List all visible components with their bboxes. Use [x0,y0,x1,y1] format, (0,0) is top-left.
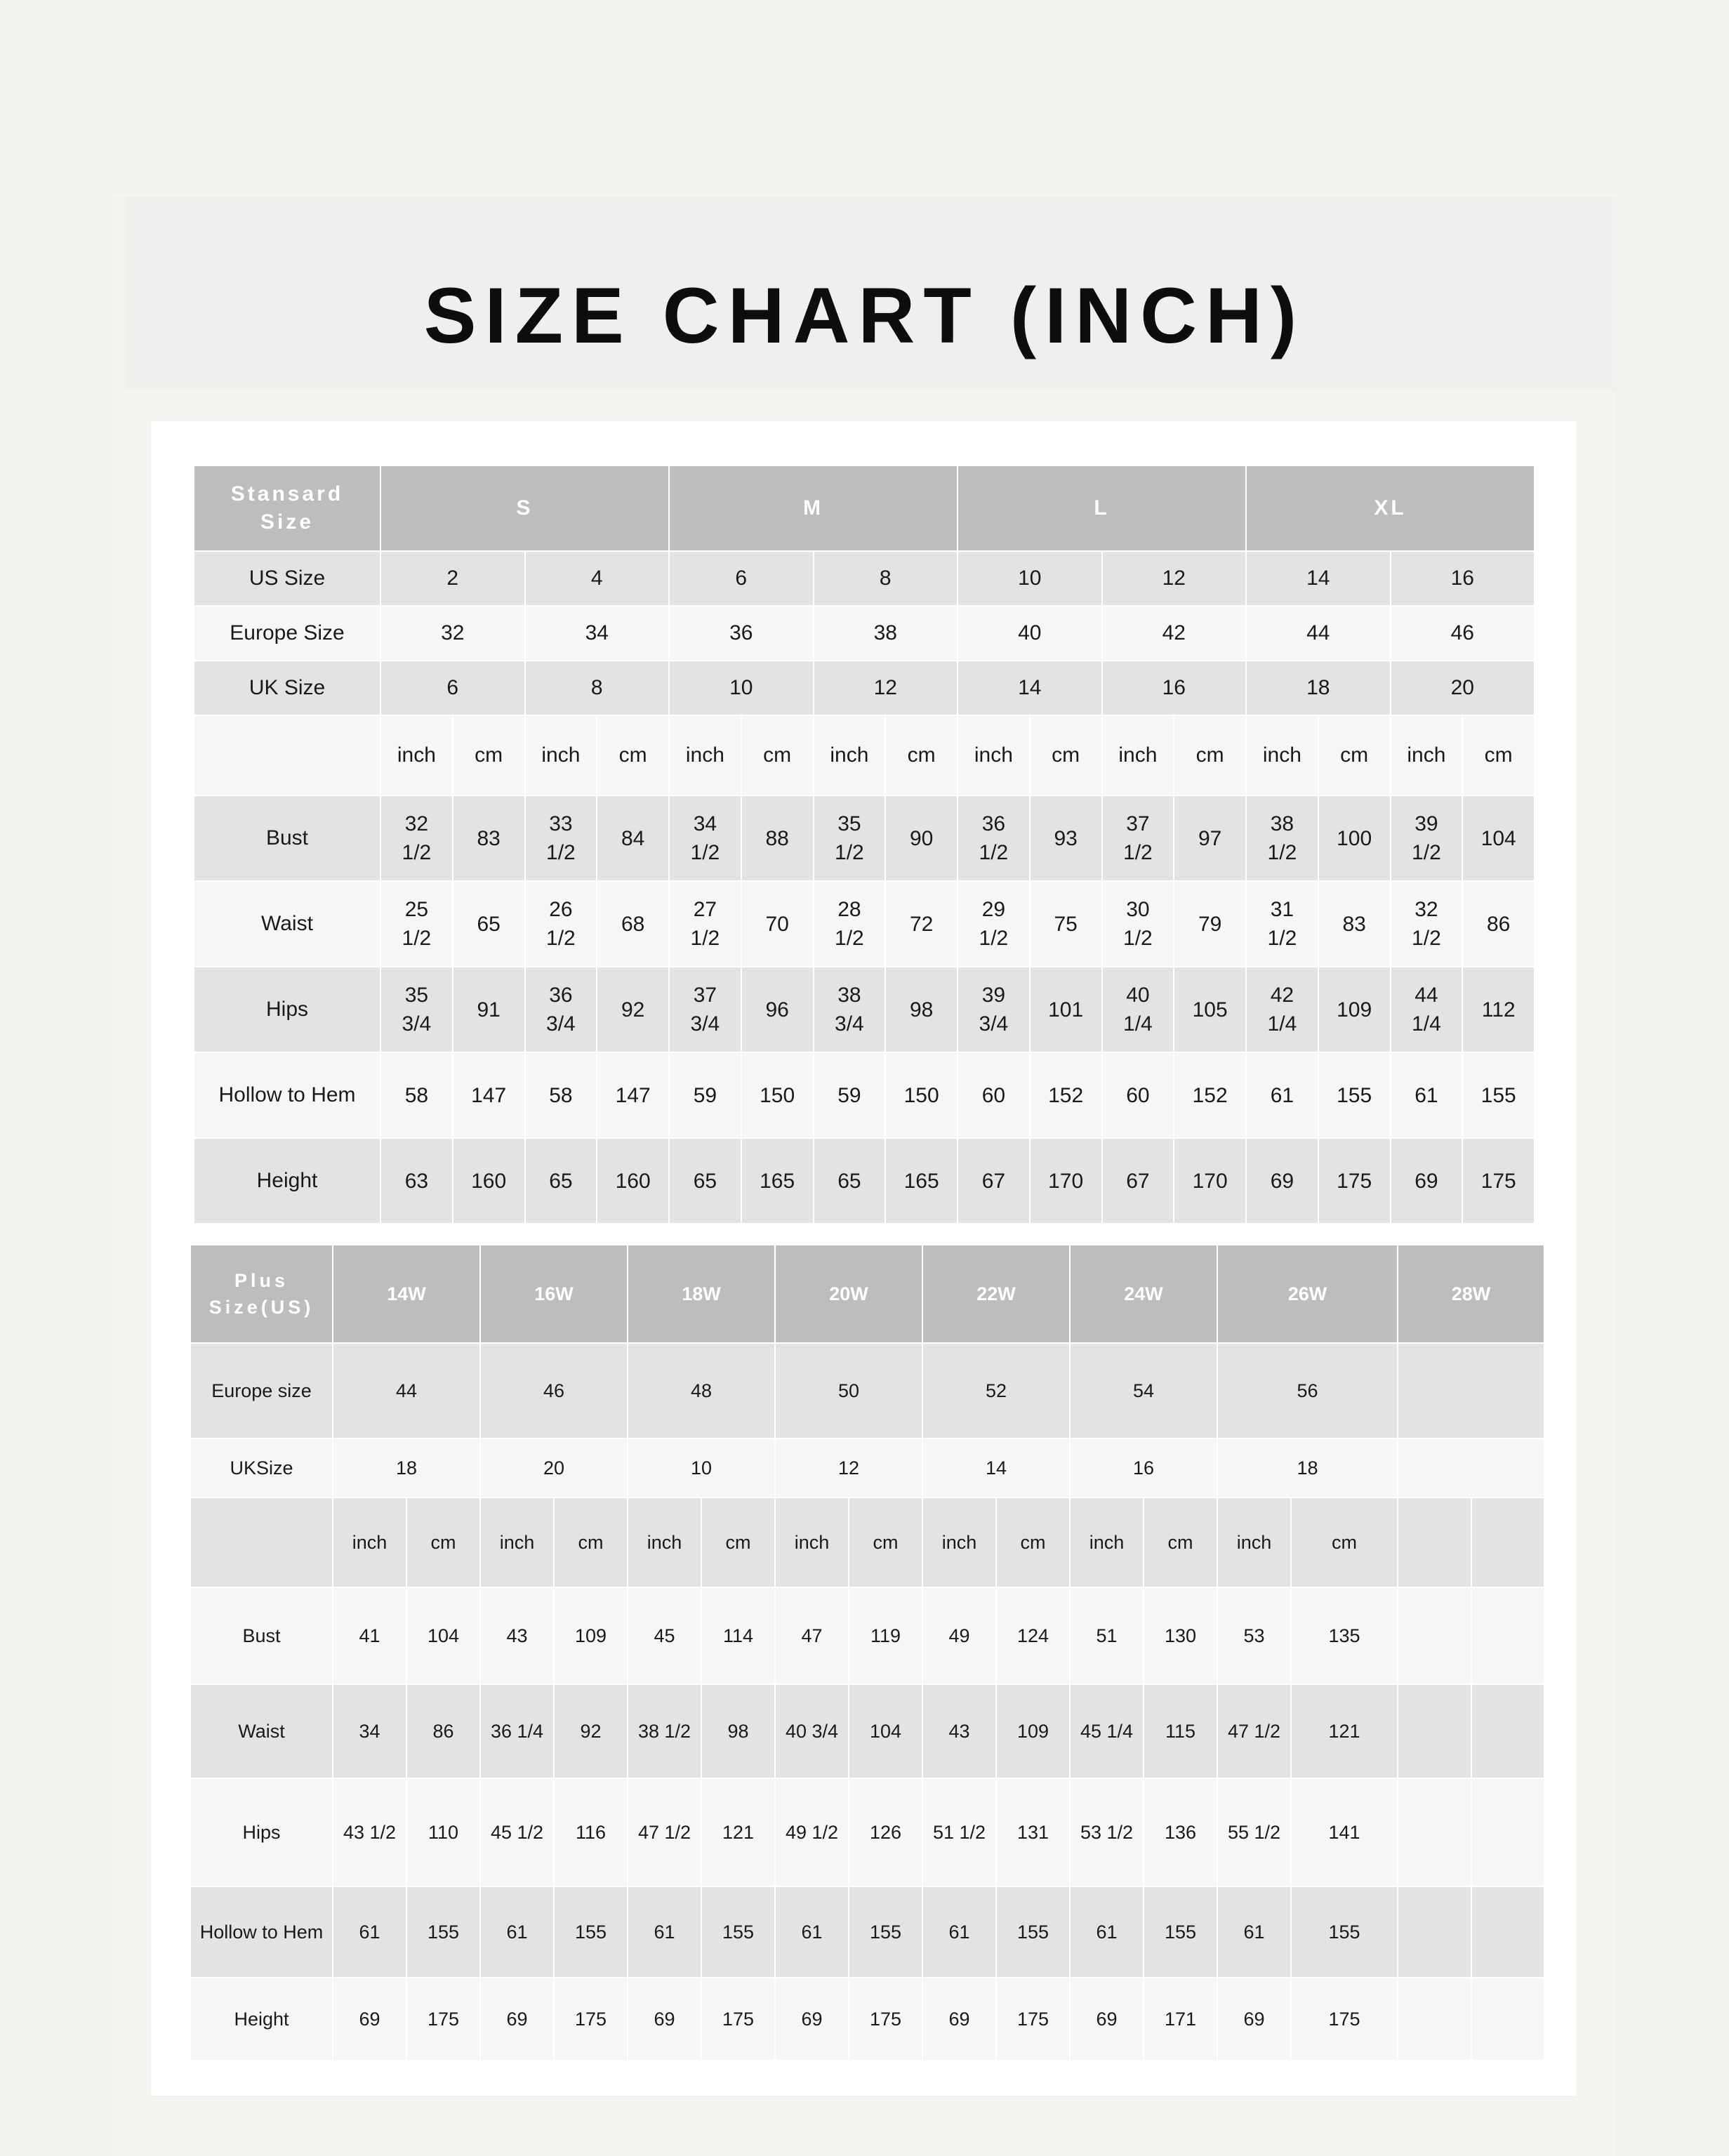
plus-hollow-to-hem-value: 61 [480,1886,554,1978]
plus-unit-row-label [190,1497,333,1587]
standard-header-row [194,465,1535,551]
plus-waist-value [1398,1684,1471,1778]
plus-waist-value: 115 [1144,1684,1217,1778]
height-value: 65 [669,1138,741,1224]
plus-bust-value [1398,1587,1471,1684]
plus-uk-size-row [190,1439,1544,1497]
plus-height-value: 175 [554,1978,628,2061]
plus-size-16w: 16W [480,1245,628,1343]
plus-europe-size-value [1398,1343,1544,1439]
plus-height-value: 69 [775,1978,849,2061]
waist-value: 25 1/2 [380,881,453,967]
height-value: 65 [525,1138,597,1224]
plus-europe-size-row [190,1343,1544,1439]
unit-cm: cm [1174,715,1246,795]
bust-value: 104 [1462,795,1535,881]
europe-size-value: 46 [1391,606,1535,661]
hollow-to-hem-value: 58 [380,1052,453,1138]
plus-height-value: 171 [1144,1978,1217,2061]
waist-value: 83 [1318,881,1391,967]
unit-cm: cm [1462,715,1535,795]
plus-hollow-to-hem-value [1471,1886,1544,1978]
unit-cm: cm [1318,715,1391,795]
bust-label: Bust [194,795,380,881]
hips-value: 37 3/4 [669,967,741,1052]
height-value: 67 [1102,1138,1174,1224]
height-value: 165 [885,1138,958,1224]
plus-height-label: Height [190,1978,333,2061]
unit-inch: inch [380,715,453,795]
us-size-value: 8 [814,551,958,606]
hips-value: 112 [1462,967,1535,1052]
hips-value: 35 3/4 [380,967,453,1052]
uk-size-value: 10 [669,661,814,715]
standard-size-table [193,465,1535,1224]
plus-waist-value: 47 1/2 [1217,1684,1291,1778]
hollow-to-hem-value: 61 [1391,1052,1463,1138]
hollow-to-hem-value: 150 [885,1052,958,1138]
plus-hollow-to-hem-value: 61 [922,1886,996,1978]
plus-waist-value: 45 1/4 [1070,1684,1144,1778]
unit-inch: inch [1070,1497,1144,1587]
page-title: SIZE CHART (INCH) [423,272,1306,359]
us-size-value: 2 [380,551,525,606]
plus-uk-size-value: 10 [628,1439,775,1497]
plus-hollow-to-hem-value: 61 [775,1886,849,1978]
hips-value: 98 [885,967,958,1052]
uk-size-value: 12 [814,661,958,715]
plus-hollow-to-hem-value: 155 [1144,1886,1217,1978]
hollow-to-hem-value: 61 [1246,1052,1318,1138]
plus-hips-value [1471,1778,1544,1886]
plus-hips-value: 49 1/2 [775,1778,849,1886]
size-group-m: M [669,465,958,551]
size-group-xl: XL [1246,465,1535,551]
uk-size-label: UK Size [194,661,380,715]
plus-height-value: 175 [406,1978,480,2061]
waist-value: 72 [885,881,958,967]
plus-uk-size-value [1398,1439,1544,1497]
plus-hollow-to-hem-row [190,1886,1544,1978]
plus-bust-value: 104 [406,1587,480,1684]
plus-hips-value: 45 1/2 [480,1778,554,1886]
plus-hips-value: 43 1/2 [333,1778,406,1886]
bust-value: 36 1/2 [958,795,1030,881]
waist-value: 68 [597,881,669,967]
unit-row-label [194,715,380,795]
plus-hollow-to-hem-value: 155 [406,1886,480,1978]
europe-size-value: 32 [380,606,525,661]
waist-value: 65 [453,881,525,967]
plus-header-row [190,1245,1544,1343]
unit-cm: cm [1291,1497,1398,1587]
us-size-value: 4 [525,551,670,606]
hips-value: 36 3/4 [525,967,597,1052]
size-chart-card [151,421,1576,2096]
height-row [194,1138,1535,1224]
us-size-row [194,551,1535,606]
hips-value: 39 3/4 [958,967,1030,1052]
plus-height-value: 175 [849,1978,922,2061]
plus-hips-value: 121 [701,1778,775,1886]
bust-value: 32 1/2 [380,795,453,881]
plus-size-28w: 28W [1398,1245,1544,1343]
bust-value: 34 1/2 [669,795,741,881]
bust-value: 88 [741,795,814,881]
hips-value: 96 [741,967,814,1052]
plus-bust-value: 51 [1070,1587,1144,1684]
hollow-to-hem-row [194,1052,1535,1138]
bust-value: 93 [1030,795,1102,881]
plus-uk-size-value: 20 [480,1439,628,1497]
height-value: 165 [741,1138,814,1224]
unit-cm: cm [701,1497,775,1587]
plus-waist-label: Waist [190,1684,333,1778]
waist-value: 30 1/2 [1102,881,1174,967]
plus-bust-value: 45 [628,1587,701,1684]
plus-size-18w: 18W [628,1245,775,1343]
hips-value: 105 [1174,967,1246,1052]
plus-waist-row [190,1684,1544,1778]
plus-hips-value: 47 1/2 [628,1778,701,1886]
plus-uk-size-value: 18 [1217,1439,1398,1497]
us-size-value: 6 [669,551,814,606]
waist-value: 27 1/2 [669,881,741,967]
hollow-to-hem-label: Hollow to Hem [194,1052,380,1138]
unit-inch: inch [958,715,1030,795]
plus-hips-value [1398,1778,1471,1886]
plus-uk-size-value: 14 [922,1439,1070,1497]
bust-value: 90 [885,795,958,881]
plus-waist-value: 36 1/4 [480,1684,554,1778]
standard-header-label: Stansard Size [194,465,380,551]
plus-bust-value: 130 [1144,1587,1217,1684]
size-group-l: L [958,465,1246,551]
plus-hollow-to-hem-value: 61 [333,1886,406,1978]
us-size-value: 16 [1391,551,1535,606]
plus-size-22w: 22W [922,1245,1070,1343]
plus-size-table [190,1244,1545,2061]
plus-hips-value: 136 [1144,1778,1217,1886]
plus-bust-value: 119 [849,1587,922,1684]
uk-size-value: 18 [1246,661,1391,715]
europe-size-row [194,606,1535,661]
plus-hips-row [190,1778,1544,1886]
plus-hollow-to-hem-value: 155 [1291,1886,1398,1978]
unit-inch: inch [922,1497,996,1587]
plus-europe-size-value: 48 [628,1343,775,1439]
plus-bust-value: 41 [333,1587,406,1684]
height-value: 170 [1030,1138,1102,1224]
plus-hollow-to-hem-value: 155 [701,1886,775,1978]
height-value: 69 [1391,1138,1463,1224]
bust-value: 84 [597,795,669,881]
plus-height-value: 175 [996,1978,1070,2061]
plus-hips-value: 131 [996,1778,1070,1886]
unit-row [194,715,1535,795]
height-value: 65 [814,1138,886,1224]
plus-hips-value: 126 [849,1778,922,1886]
unit-blank [1471,1497,1544,1587]
plus-height-value: 69 [1217,1978,1291,2061]
plus-bust-value: 49 [922,1587,996,1684]
plus-bust-value [1471,1587,1544,1684]
plus-bust-value: 109 [554,1587,628,1684]
europe-size-value: 36 [669,606,814,661]
europe-size-value: 34 [525,606,670,661]
unit-blank [1398,1497,1471,1587]
unit-inch: inch [525,715,597,795]
plus-bust-value: 53 [1217,1587,1291,1684]
unit-inch: inch [814,715,886,795]
plus-waist-value: 121 [1291,1684,1398,1778]
plus-bust-row [190,1587,1544,1684]
plus-bust-value: 124 [996,1587,1070,1684]
hips-value: 44 1/4 [1391,967,1463,1052]
unit-inch: inch [1246,715,1318,795]
unit-inch: inch [1391,715,1463,795]
hips-value: 38 3/4 [814,967,886,1052]
plus-bust-label: Bust [190,1587,333,1684]
hollow-to-hem-value: 59 [669,1052,741,1138]
unit-cm: cm [1144,1497,1217,1587]
europe-size-value: 40 [958,606,1102,661]
uk-size-value: 6 [380,661,525,715]
hips-row [194,967,1535,1052]
plus-hips-value: 141 [1291,1778,1398,1886]
plus-uk-size-value: 16 [1070,1439,1217,1497]
plus-header-label: Plus Size(US) [190,1245,333,1343]
hollow-to-hem-value: 150 [741,1052,814,1138]
unit-inch: inch [628,1497,701,1587]
hollow-to-hem-value: 58 [525,1052,597,1138]
bust-value: 35 1/2 [814,795,886,881]
unit-inch: inch [1217,1497,1291,1587]
hips-value: 91 [453,967,525,1052]
unit-cm: cm [406,1497,480,1587]
hollow-to-hem-value: 59 [814,1052,886,1138]
plus-hollow-to-hem-value: 61 [1217,1886,1291,1978]
plus-europe-size-label: Europe size [190,1343,333,1439]
plus-waist-value: 34 [333,1684,406,1778]
waist-value: 86 [1462,881,1535,967]
hollow-to-hem-value: 155 [1462,1052,1535,1138]
hips-value: 101 [1030,967,1102,1052]
uk-size-value: 16 [1102,661,1247,715]
plus-bust-value: 135 [1291,1587,1398,1684]
plus-size-26w: 26W [1217,1245,1398,1343]
unit-cm: cm [597,715,669,795]
europe-size-value: 38 [814,606,958,661]
unit-inch: inch [333,1497,406,1587]
plus-height-value: 175 [1291,1978,1398,2061]
us-size-value: 10 [958,551,1102,606]
unit-cm: cm [741,715,814,795]
plus-unit-row [190,1497,1544,1587]
hips-value: 109 [1318,967,1391,1052]
plus-waist-value: 38 1/2 [628,1684,701,1778]
plus-hollow-to-hem-label: Hollow to Hem [190,1886,333,1978]
waist-value: 26 1/2 [525,881,597,967]
unit-inch: inch [775,1497,849,1587]
plus-size-24w: 24W [1070,1245,1217,1343]
hollow-to-hem-value: 152 [1030,1052,1102,1138]
plus-uk-size-value: 12 [775,1439,922,1497]
height-value: 67 [958,1138,1030,1224]
plus-height-value: 69 [480,1978,554,2061]
bust-value: 83 [453,795,525,881]
unit-inch: inch [669,715,741,795]
size-group-s: S [380,465,669,551]
plus-height-value [1398,1978,1471,2061]
uk-size-value: 14 [958,661,1102,715]
height-value: 175 [1318,1138,1391,1224]
waist-value: 32 1/2 [1391,881,1463,967]
plus-height-value: 69 [333,1978,406,2061]
hollow-to-hem-value: 147 [453,1052,525,1138]
plus-waist-value: 92 [554,1684,628,1778]
waist-value: 31 1/2 [1246,881,1318,967]
hollow-to-hem-value: 60 [958,1052,1030,1138]
unit-cm: cm [996,1497,1070,1587]
plus-height-row [190,1978,1544,2061]
unit-cm: cm [1030,715,1102,795]
plus-hips-value: 110 [406,1778,480,1886]
waist-value: 75 [1030,881,1102,967]
plus-waist-value: 104 [849,1684,922,1778]
height-label: Height [194,1138,380,1224]
plus-europe-size-value: 44 [333,1343,480,1439]
plus-hollow-to-hem-value: 155 [849,1886,922,1978]
hollow-to-hem-value: 155 [1318,1052,1391,1138]
height-value: 160 [597,1138,669,1224]
unit-cm: cm [849,1497,922,1587]
bust-value: 39 1/2 [1391,795,1463,881]
plus-hollow-to-hem-value: 155 [554,1886,628,1978]
bust-value: 100 [1318,795,1391,881]
us-size-label: US Size [194,551,380,606]
unit-inch: inch [480,1497,554,1587]
plus-waist-value: 40 3/4 [775,1684,849,1778]
plus-height-value: 175 [701,1978,775,2061]
unit-inch: inch [1102,715,1174,795]
plus-waist-value: 109 [996,1684,1070,1778]
plus-height-value: 69 [628,1978,701,2061]
europe-size-value: 42 [1102,606,1247,661]
plus-height-value [1471,1978,1544,2061]
hips-value: 40 1/4 [1102,967,1174,1052]
unit-cm: cm [453,715,525,795]
plus-hollow-to-hem-value: 155 [996,1886,1070,1978]
hips-label: Hips [194,967,380,1052]
unit-cm: cm [885,715,958,795]
plus-size-14w: 14W [333,1245,480,1343]
hollow-to-hem-value: 152 [1174,1052,1246,1138]
hollow-to-hem-value: 60 [1102,1052,1174,1138]
plus-waist-value [1471,1684,1544,1778]
plus-uk-size-label: UKSize [190,1439,333,1497]
uk-size-value: 8 [525,661,670,715]
waist-value: 29 1/2 [958,881,1030,967]
bust-value: 97 [1174,795,1246,881]
waist-row [194,881,1535,967]
europe-size-value: 44 [1246,606,1391,661]
plus-waist-value: 98 [701,1684,775,1778]
plus-hips-value: 51 1/2 [922,1778,996,1886]
plus-europe-size-value: 50 [775,1343,922,1439]
waist-value: 79 [1174,881,1246,967]
hips-value: 92 [597,967,669,1052]
hips-value: 42 1/4 [1246,967,1318,1052]
plus-size-20w: 20W [775,1245,922,1343]
plus-hollow-to-hem-value [1398,1886,1471,1978]
bust-value: 33 1/2 [525,795,597,881]
height-value: 63 [380,1138,453,1224]
plus-bust-value: 47 [775,1587,849,1684]
plus-hips-value: 55 1/2 [1217,1778,1291,1886]
unit-cm: cm [554,1497,628,1587]
plus-hollow-to-hem-value: 61 [628,1886,701,1978]
plus-europe-size-value: 56 [1217,1343,1398,1439]
plus-height-value: 69 [1070,1978,1144,2061]
height-value: 160 [453,1138,525,1224]
plus-waist-value: 43 [922,1684,996,1778]
hollow-to-hem-value: 147 [597,1052,669,1138]
plus-europe-size-value: 46 [480,1343,628,1439]
height-value: 170 [1174,1138,1246,1224]
uk-size-row [194,661,1535,715]
plus-europe-size-value: 54 [1070,1343,1217,1439]
plus-hips-label: Hips [190,1778,333,1886]
europe-size-label: Europe Size [194,606,380,661]
plus-uk-size-value: 18 [333,1439,480,1497]
us-size-value: 14 [1246,551,1391,606]
plus-europe-size-value: 52 [922,1343,1070,1439]
us-size-value: 12 [1102,551,1247,606]
plus-hips-value: 116 [554,1778,628,1886]
plus-hips-value: 53 1/2 [1070,1778,1144,1886]
bust-row [194,795,1535,881]
uk-size-value: 20 [1391,661,1535,715]
bust-value: 37 1/2 [1102,795,1174,881]
plus-bust-value: 114 [701,1587,775,1684]
height-value: 69 [1246,1138,1318,1224]
plus-height-value: 69 [922,1978,996,2061]
height-value: 175 [1462,1138,1535,1224]
waist-value: 28 1/2 [814,881,886,967]
waist-value: 70 [741,881,814,967]
waist-label: Waist [194,881,380,967]
plus-bust-value: 43 [480,1587,554,1684]
bust-value: 38 1/2 [1246,795,1318,881]
plus-waist-value: 86 [406,1684,480,1778]
plus-hollow-to-hem-value: 61 [1070,1886,1144,1978]
